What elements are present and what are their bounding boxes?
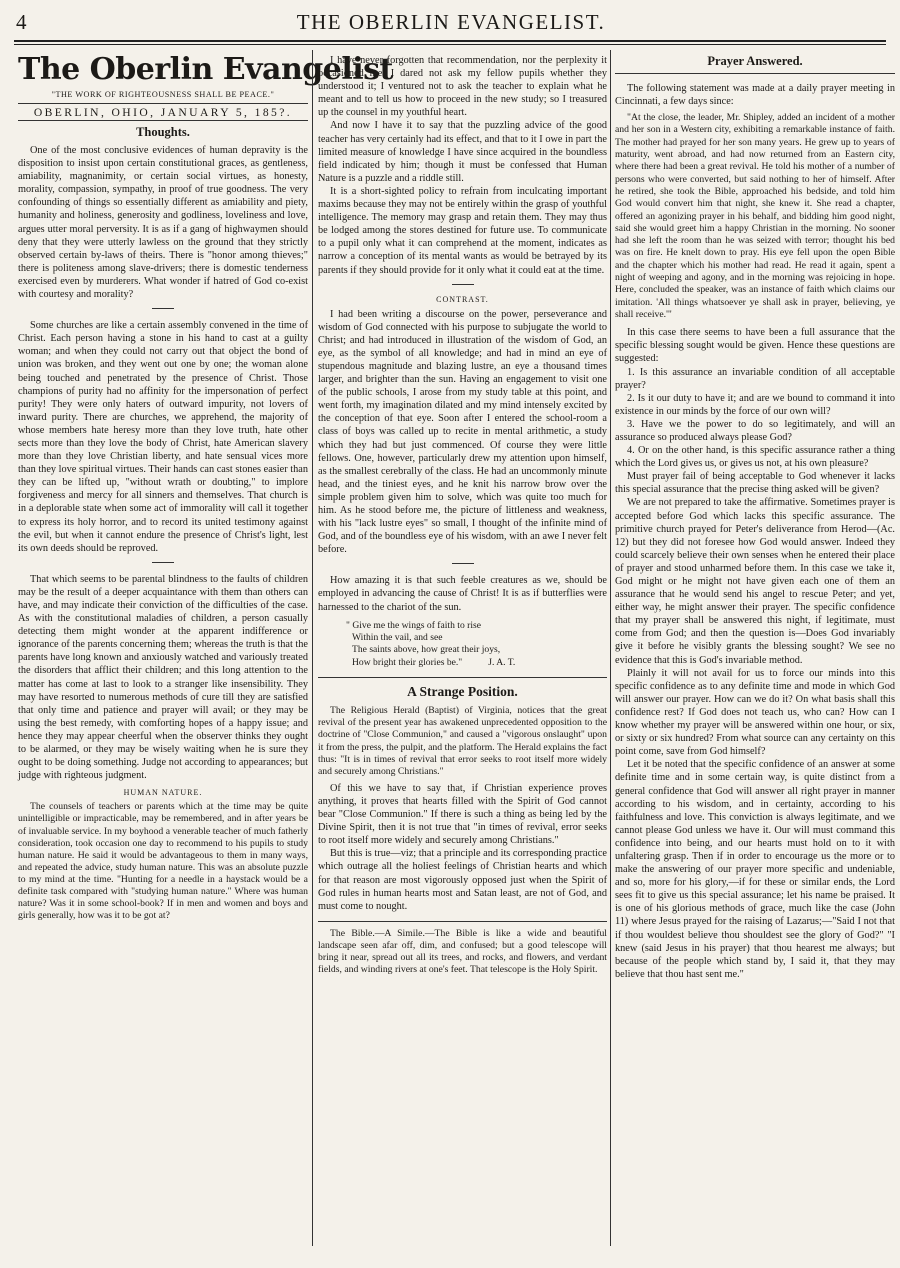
header-rule	[14, 40, 886, 42]
section-separator	[452, 563, 474, 564]
masthead-title: The Oberlin Evangelist	[18, 52, 393, 87]
section-separator	[615, 73, 895, 74]
section-title-strange-position: A Strange Position.	[407, 684, 518, 700]
human-nature-paragraph-3: And now I have it to say that the puzzling advice of the good teacher has very certainly had its effect, and that to it I owe in part the limited measure of knowledge I have since acquired in the boundless field indicated by him; though it must be confessed that Human Nature is a puzzle and a riddle still.	[318, 120, 607, 184]
prayer-paragraph-4: Plainly it will not avail for us to force our minds into this specific confidence as to any definite time and mode in which God will answer our prayer. How can we do it? On what basis shall this confidence rest? If God does not teach us, who can? How can I know whether my prayer will be answered within one hour, or six, or sixty or six hundred? From what source can any certainty on this point come, save from God himself?	[615, 667, 895, 758]
human-nature-paragraph-1: The counsels of teachers or parents which at the time may be quite unintelligible or impracticable, may be remembered, and in after years be of invaluable service. In my boyhood a venerable teacher of much fatherly consideration, took occasion one day to recommend to his pupils to study human nature. He said it would be advantageous to them in many ways, and repeated the advice, study human nature. This was an absolute puzzle to my mind at the time. "Hunting for a needle in a haystack would be a definite task compared with "studying human nature." Where was human nature? Was it in some school-book? If in men and women and boys and girls generally, how was it to be got at?	[18, 801, 308, 922]
prayer-intro: The following statement was made at a daily prayer meeting in Cincinnati, a few days since:	[615, 83, 895, 108]
section-title-prayer-answered: Prayer Answered.	[707, 54, 803, 68]
poem-line: How bright their glories be."	[352, 656, 463, 668]
section-separator	[318, 677, 607, 678]
header-rule-thin	[14, 44, 886, 45]
strange-position-paragraph-2: Of this we have to say that, if Christian experience proves anything, it proves that hearts filled with the Spirit of God cannot bear "Close Communion." If there is such a thing as being led by the Divine Spirit, then it is not true that "in times of revival, error seeks to root itself more widely and securely among Christians."	[318, 782, 607, 847]
column-2	[318, 50, 607, 1246]
prayer-quote-block	[615, 112, 895, 321]
section-title-human-nature: HUMAN NATURE.	[123, 788, 203, 798]
section-separator	[318, 921, 607, 922]
dateline: OBERLIN, OHIO, JANUARY 5, 185?.	[18, 103, 308, 121]
prayer-paragraph-5: Let it be noted that the specific confidence of an answer at some definite time and in some certain way, is quite distinct from a general confidence that God will answer all right prayer in manner according to his wisdom, and in certainty, according to his faithfulness and love. This conviction is always legitimate, and we cannot please God unless we have it. Our will must command this confidence into being, and our hearts must hold on to it with unfaltering grasp. Then if in order to encourage us the more or to make the answering of our prayer more specific and undeniable, and so, more for his glory,—if for these or similar ends, the Lord sees fit to give us this special assurance; let his name be praised. It is one of his glorious methods of grace, much like the case (John 11) where Jesus prayed for the raising of Lazarus;—"Said I not that if thou wouldest believe thou shouldest see the glory of God?" "I knew (said Jesus in his prayer) that thou hearest me always; but because of the people which stand by, I said it, that they may believe that thou hast sent me."	[615, 759, 895, 980]
running-head	[16, 10, 886, 36]
question-item: 4. Or on the other hand, is this specific assurance rather a thing which the Lord gives us, or gives us not, at his own pleasure?	[615, 445, 895, 470]
page-number: 4	[16, 10, 27, 34]
thoughts-paragraph-1: One of the most conclusive evidences of human depravity is the disposition to insist upon certain constitutional graces, as gentleness, amiability, magnanimity, or certain social virtues, as honesty, morality, compassion, sympathy, in proof of true goodness. The very confounding of things so essentially different as amiability and piety, humanity and holiness, generosity and godliness, loveliness and love, argues utter moral perversity. It is as if a gang of highwaymen should deny that they were utterly lawless on the ground that they strictly observed certain by-laws of theirs. There is "honor among thieves;" there is politeness among slave-drivers; there is domestic tenderness exercised even by murderers. What wonder if hatred of God co-exist with courtesy and morality?	[18, 145, 308, 301]
running-title: THE OBERLIN EVANGELIST.	[296, 10, 606, 34]
strange-position-paragraph-1: The Religious Herald (Baptist) of Virginia, notices that the great revival of the present year has awakened unprecedented opposition to the doctrine of "Close Communion," and caused a "vigorous onslaught" upon it from the press, the pulpit, and the platform. The Herald explains the fact thus: "It is in times of revival that error seeks to root itself more widely and securely among Christians."	[318, 705, 607, 777]
question-list	[615, 366, 895, 471]
prayer-paragraph-2: Must prayer fail of being acceptable to God whenever it lacks this special assurance that the precise thing asked will be given?	[615, 471, 895, 496]
question-item: 3. Have we the power to do so legitimately, and will an assurance so produced always please God?	[615, 418, 895, 443]
question-item: 2. Is it our duty to have it; and are we bound to command it into existence in our minds by the force of our own will?	[615, 392, 895, 417]
section-separator	[152, 308, 174, 309]
prayer-quote: "At the close, the leader, Mr. Shipley, added an incident of a mother and her son in a Western city, exhibiting a remarkable instance of faith. The mother had prayed for her son many years. He grew up to years of maturity, went abroad, and had now returned from an Eastern city, where there had been a great revival. He told his mother of a number of persons who were converted, but said nothing to her of himself. After he retired, she took the Bible, approached his bedside, and told him God would convert him that night, she knew it. She read a chapter, offered an agonizing prayer in his behalf, and bidding him good night, said she would greet him a happy Christian in the morning. No sooner had she left the room than he was seized with terror; thought his bed was on fire. He knelt down to pray. His eye fell upon the open Bible and the chapter which his mother had read. He read it again, spent a night of weeping and agony, and in the morning was rejoicing in hope. Here, concluded the speaker, was an instance of faith which claims our imitation. 'All things whatsoever ye shall ask in prayer, believing, ye shall receive.'"	[615, 112, 895, 320]
section-separator	[152, 562, 174, 563]
poem-line: " Give me the wings of faith to rise	[346, 619, 482, 631]
poem-line: The saints above, how great their joys,	[352, 644, 501, 656]
prayer-paragraph-3: We are not prepared to take the affirmative. Sometimes prayer is accepted before God which lacks this specific assurance. The primitive church prayed for Peter's deliverance from Herod—(Ac. 12) but they did not foresee how God would answer. Indeed they could scarcely believe their own senses when he entered their place of prayer and stood unharmed before them. In this case we take it, God might or he might not have given each one of them an assurance that he would send his angel to rescue Peter; and yet, either way, he might answer their prayer. The specific confidence that my prayer shall be answered this night, if legitimate, must come from God; and then the question is—Does God invariably give it before he visibly grants the blessing sought? We see no evidence that this is God's invariable method.	[615, 497, 895, 666]
bible-simile-paragraph: The Bible.—A Simile.—The Bible is like a wide and beautiful landscape seen afar off, dim, and confused; but a good telescope will bring it near, spread out all its trees, and rocks, and flowers, and verdant fields, and winding rivers at one's feet. That telescope is the Holy Spirit.	[318, 927, 607, 976]
masthead-motto: "THE WORK OF RIGHTEOUSNESS SHALL BE PEACE."	[51, 90, 275, 99]
contrast-paragraph-2: How amazing it is that such feeble creatures as we, should be employed in advancing the cause of Christ! It is as if butterflies were harnessed to the chariot of the sun.	[318, 575, 607, 613]
column-3	[615, 50, 895, 1246]
human-nature-paragraph-4: It is a short-sighted policy to refrain from inculcating important maxims because they may not be entirely within the grasp of youthful intelligence. The memory may grasp and retain them. They may thus be lodged among the stores destined for future use. To communicate to a pupil only what it can comprehend at the moment, indicates as narrow a conception of its mental wants as would be betrayed by its parents if they should provide for it only what it could eat at the time.	[318, 185, 607, 276]
prayer-paragraph-1: In this case there seems to have been a full assurance that the specific blessing sought would be given. Hence these questions are suggested:	[615, 327, 895, 365]
poem-line: Within the vail, and see	[352, 632, 443, 644]
column-1	[18, 50, 393, 1246]
column-divider	[312, 50, 313, 1246]
thoughts-paragraph-2: Some churches are like a certain assembly convened in the time of Christ. Each person having a stone in his hand to cast at a guilty woman; and when they could not carry out that object the bond of union was broken, and they went out one by one; the woman alone being touched and penetrated by the presence of Christ. Those champions of purity had no affinity for the impersonation of perfect purity! They were only haters of outward impurity, not lovers of inward purity. There are churches, we apprehend, the majority of whose members hate heresy more than they love truth, hate other sects more than they love the body of Christ, hate American slavery more than they love Christian liberty, and hate sensual vices more than they love spiritual virtues. Their hands can cast stones easier than they can be lifted up, "without wrath or doubting," to implore forgiveness and mercy for all sinners and themselves. That church is in a deplorable state when some act of immorality will call it together to express its holy horror, and to record its united testimony against the evil, but when it cannot endure the presence of Christ's light, lest its own deeds should be reproved.	[18, 320, 308, 554]
question-item: 1. Is this assurance an invariable condition of all acceptable prayer?	[615, 366, 895, 391]
section-title-contrast: CONTRAST.	[436, 294, 489, 304]
section-title-thoughts: Thoughts.	[136, 125, 190, 139]
contrast-paragraph-1: I had been writing a discourse on the power, perseverance and wisdom of God connected with his purpose to subjugate the world to Christ; and had introduced in illustration of the wisdom of God, an eye, as the symbol of all knowledge; and had in mind an eye of stupendous magnitude and blazing lustre, an eye a thousand times larger, and brighter than the sun. Having an engagement to visit one of the public schools, I arose from my study table at this point, and went forth, my imagination dilated and my mind intensely excited by the conception of that eye. Soon after I entered the school-room a class of boys was called up to recite in mental arithmetic, a study which they had but just commenced. Of course they were little fellows. One, however, particularly drew my attention upon himself, as the smallest cerebrally of the class. He had an uncommonly minute head, and the tiniest eyes, and he knit his narrow brow over the simple problem given him to solve, which was quite too much for him. As he stood before me, the picture of littleness and weakness, with his "lack lustre eyes" so small, I thought of the infinite mind of God, and of the boundless eye of his wisdom, with an awe I never felt before.	[318, 308, 607, 556]
section-separator	[452, 284, 474, 285]
strange-position-paragraph-3: But this is true—viz; that a principle and its corresponding practice which outrage all the holiest feelings of Christian hearts and which for that reason are most vigorously opposed just when the Spirit of God rules in human hearts most and Satan least, are not of God, and must come to nought.	[318, 848, 607, 912]
human-nature-paragraph-2: I have never forgotten that recommendation, nor the perplexity it occasioned me. I dared not ask my fellow pupils whether they understood it; I ventured not to ask the teacher to explain what he meant and to tell us how to proceed in the new study; so I treasured up the counsel in my youthful heart.	[318, 55, 607, 119]
author-signature: J. A. T.	[488, 656, 516, 668]
poem	[346, 620, 607, 670]
thoughts-paragraph-3: That which seems to be parental blindness to the faults of children may be the result of a deeper acquaintance with them than others can have, and may indicate their conviction of the difficulties of the case. As with the constitutional maladies of children, a person casually detecting them might wonder at the apparent indifference or ignorance of the parents concerning them; whereas the truth is that the parents have long known and anxiously watched and variously treated the disorders that afflict their children; and this long attention to the matter has come at last to look to a stranger like insensibility. They may have resorted to numerous methods of cure till they are satisfied that only time and patience and prayer will avail; or they may be using the best remedy, with comforting hopes of a happy issue; and hence they may appear cheerful when the observer thinks they ought to be alarmed, or they may be wisely waiting when he is sure they ought to be doing something. Judge not according to appearances; but judge with righteous judgment.	[18, 573, 308, 782]
column-divider	[610, 50, 611, 1246]
